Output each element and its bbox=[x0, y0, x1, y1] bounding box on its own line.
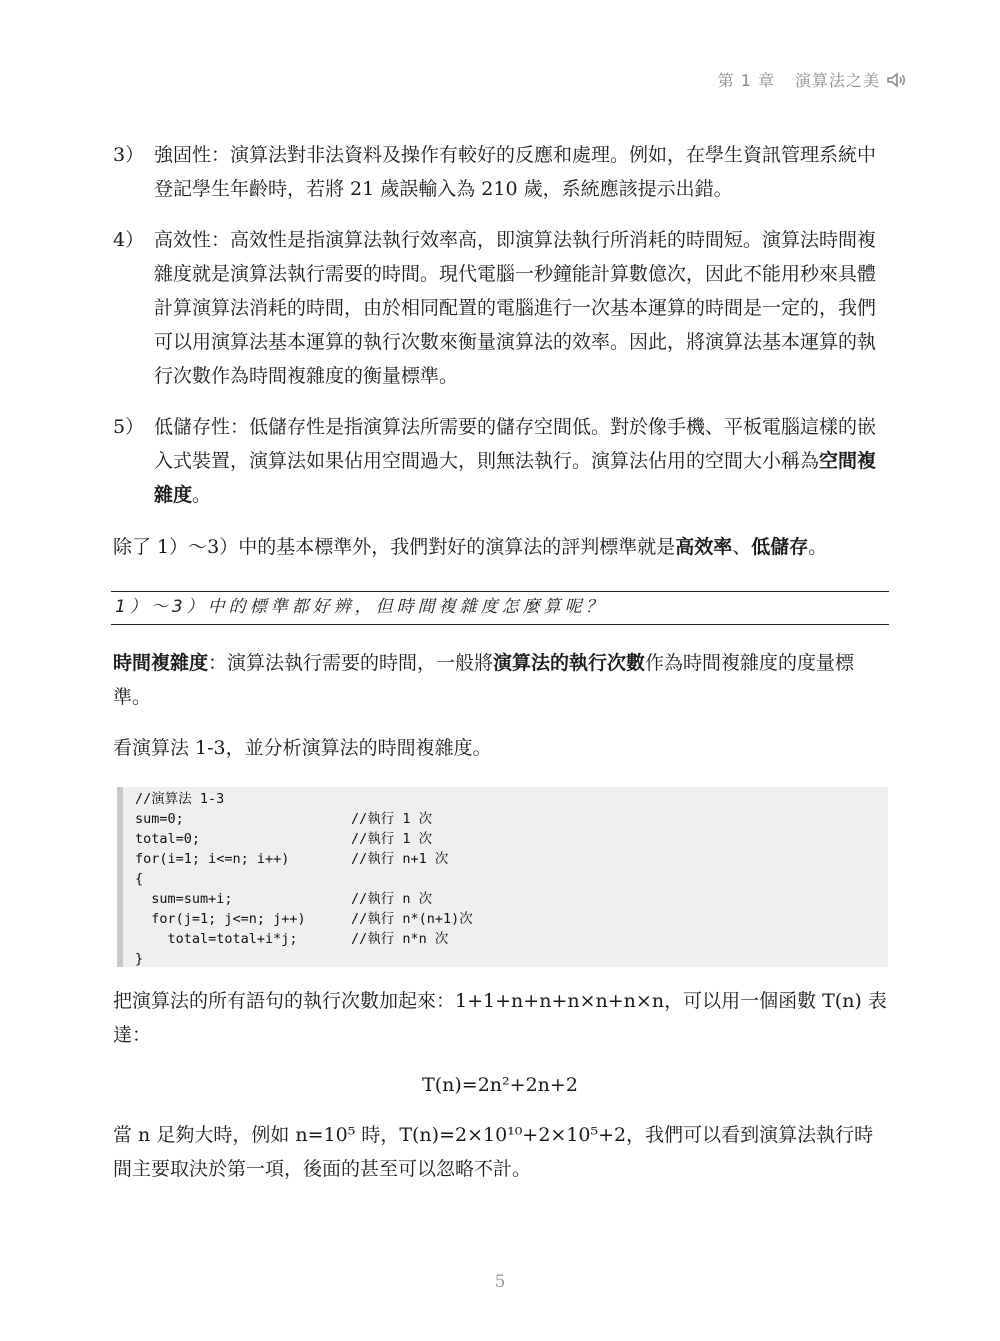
list-item-robustness bbox=[113, 138, 888, 206]
bold-term: 低儲存 bbox=[751, 536, 809, 558]
code-text: { bbox=[135, 871, 144, 887]
summary-paragraph: 除了 1）～3）中的基本標準外，我們對好的演算法的評判標準就是高效率、低儲存。 bbox=[113, 536, 828, 558]
code-line bbox=[135, 889, 888, 909]
code-block bbox=[117, 787, 888, 967]
code-comment: //執行 n 次 bbox=[351, 891, 433, 907]
intro-paragraph: 看演算法 1-3，並分析演算法的時間複雜度。 bbox=[113, 737, 492, 759]
code-text: for(j=1; j<=n; j++) bbox=[135, 911, 306, 927]
code-line bbox=[135, 829, 888, 849]
sum-expression: 1+1+n+n+n×n+n×n bbox=[455, 990, 665, 1012]
bold-term: 時間複雜度 bbox=[113, 652, 209, 674]
code-text: //演算法 1-3 bbox=[135, 791, 225, 807]
code-text: sum=sum+i; bbox=[135, 891, 233, 907]
code-line bbox=[135, 929, 888, 949]
list-number: 4） bbox=[113, 229, 145, 251]
code-line bbox=[135, 949, 888, 969]
code-line bbox=[135, 809, 888, 829]
code-comment: //執行 n*(n+1)次 bbox=[351, 911, 473, 927]
code-text: for(i=1; i<=n; i++) bbox=[135, 851, 290, 867]
conclusion-paragraph: 當 n 足夠大時，例如 n=10⁵ 時，T(n)=2×10¹⁰+2×10⁵+2，我們可以看到演算法執行時間主要取決於第一項，後面的甚至可以忽略不計。 bbox=[113, 1124, 874, 1180]
bold-term: 演算法的執行次數 bbox=[493, 652, 646, 674]
bold-term: 高效率 bbox=[675, 536, 733, 558]
list-number: 5） bbox=[113, 416, 145, 438]
code-line bbox=[135, 869, 888, 889]
code-line bbox=[135, 909, 888, 929]
code-text: sum=0; bbox=[135, 811, 184, 827]
bold-term: 空間複雜度 bbox=[154, 450, 877, 506]
code-line bbox=[135, 849, 888, 869]
definition-paragraph: 時間複雜度：演算法執行需要的時間，一般將演算法的執行次數作為時間複雜度的度量標準。 bbox=[113, 652, 855, 708]
code-comment: //執行 n*n 次 bbox=[351, 931, 449, 947]
code-comment: //執行 1 次 bbox=[351, 811, 433, 827]
complexity-formula: T(n)=2n²+2n+2 bbox=[422, 1074, 578, 1096]
code-comment: //執行 1 次 bbox=[351, 831, 433, 847]
code-comment: //執行 n+1 次 bbox=[351, 851, 449, 867]
list-item-efficiency bbox=[113, 223, 888, 393]
handwritten-note: 1）～3）中的標準都好辨，但時間複雜度怎麼算呢？ bbox=[111, 591, 889, 625]
code-line bbox=[135, 789, 888, 809]
chapter-label: 第 1 章 bbox=[717, 71, 775, 90]
sum-paragraph: 把演算法的所有語句的執行次數加起來：1+1+n+n+n×n+n×n，可以用一個函數 T(n) 表達： bbox=[113, 990, 887, 1046]
list-item-low-storage bbox=[113, 410, 888, 512]
speaker-icon bbox=[886, 71, 908, 89]
list-text: 低儲存性：低儲存性是指演算法所需要的儲存空間低。對於像手機、平板電腦這樣的嵌入式裝置，演算法如果佔用空間過大，則無法執行。演算法佔用的空間大小稱為空間複雜度。 bbox=[154, 416, 877, 506]
page-number: 5 bbox=[494, 1272, 506, 1292]
code-text: total=0; bbox=[135, 831, 201, 847]
list-text: 強固性：演算法對非法資料及操作有較好的反應和處理。例如，在學生資訊管理系統中登記學生年齡時，若將 21 歲誤輸入為 210 歲，系統應該提示出錯。 bbox=[154, 144, 877, 200]
code-text: total=total+i*j; bbox=[135, 931, 298, 947]
chapter-title: 演算法之美 bbox=[794, 71, 880, 90]
running-header bbox=[718, 68, 908, 91]
code-text: } bbox=[135, 951, 144, 967]
list-text: 高效性：高效性是指演算法執行效率高，即演算法執行所消耗的時間短。演算法時間複雜度就是演算法執行需要的時間。現代電腦一秒鐘能計算數億次，因此不能用秒來具體計算演算法消耗的時間，由於相同配置的電腦進行一次基本運算的時間是一定的，我們可以用演算法基本運算的執行次數來衡量演算法的效率。因此，將演算法基本運算的執行次數作為時間複雜度的衡量標準。 bbox=[154, 229, 877, 387]
list-number: 3） bbox=[113, 144, 145, 166]
